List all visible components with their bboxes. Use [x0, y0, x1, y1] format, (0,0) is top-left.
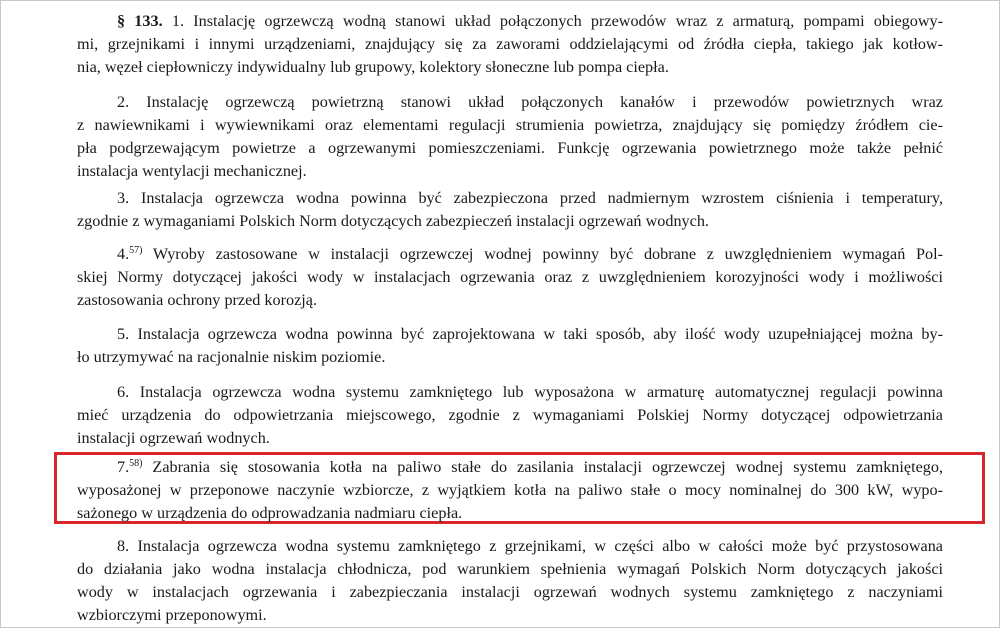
text-line: 7.$^{58)}$ Zabrania się stosowania kotła na paliwo stałe do zasilania instalacji ogrzewczej wodnej systemu zamkniętego, [117, 458, 943, 476]
footnote-ref[interactable]: 58) [129, 458, 143, 469]
section-marker: § 133. [117, 12, 163, 30]
text-line: ło utrzymywać na racjonalnie niskim poziomie. [77, 348, 386, 366]
text-line: wzbiorczymi przeponowymi. [77, 606, 267, 624]
paragraph-3 [77, 187, 943, 233]
text-line: § 133. 1. Instalację ogrzewczą wodną stanowi układ połączonych przewodów wraz z armaturą, pompami obiegowy- [117, 12, 944, 30]
paragraph-4 [77, 243, 943, 312]
text-line: pła podgrzewającym powietrze a ogrzewanymi pomieszczeniami. Funkcję ogrzewania powietrznego może także pełnić [77, 139, 943, 157]
footnote-ref[interactable]: 57) [129, 245, 143, 256]
paragraph-7 [77, 456, 943, 525]
text-line: 5. Instalacja ogrzewcza wodna powinna być zaprojektowana w taki sposób, aby ilość wody uzupełniającej można by- [117, 325, 943, 343]
text-line: 2. Instalację ogrzewczą powietrzną stanowi układ połączonych kanałów i przewodów powietrznych wraz [117, 93, 943, 111]
paragraph-number: 7. [117, 458, 130, 476]
text-line: instalacji ogrzewań wodnych. [77, 429, 270, 447]
text-line: zastosowania ochrony przed korozją. [77, 291, 318, 309]
paragraph-number: 4. [117, 245, 130, 263]
text-line: sażonego w urządzenia do odprowadzania nadmiaru ciepła. [77, 504, 463, 522]
paragraph-8 [77, 535, 943, 627]
text-line: do działania jako wodna instalacja chłodnicza, pod warunkiem spełnienia wymagań Polskich Norm dotyczących jakości [77, 560, 943, 578]
text-line: 8. Instalacja ogrzewcza wodna systemu zamkniętego z grzejnikami, w części albo w całości może być przystosowana [117, 537, 943, 555]
text-line: 4.$^{57)}$ Wyroby zastosowane w instalacji ogrzewczej wodnej powinny być dobrane z uwzględnieniem wymagań Pol- [117, 245, 943, 263]
text-line: instalacja wentylacji mechanicznej. [77, 162, 307, 180]
paragraph-6 [77, 381, 943, 450]
text-line: wyposażonej w przeponowe naczynie wzbiorcze, z wyjątkiem kotła na paliwo stałe o mocy nominalnej do 300 kW, wypo- [77, 481, 943, 499]
text-line: mi, grzejnikami i innymi urządzeniami, znajdujący się za zaworami oddzielającymi od źródła ciepła, takiego jak kotłow- [77, 35, 943, 53]
paragraph-2 [77, 91, 943, 183]
text-line: 6. Instalacja ogrzewcza wodna systemu zamkniętego lub wyposażona w armaturę automatycznej regulacji powinna [117, 383, 943, 401]
text-line: nia, węzeł ciepłowniczy indywidualny lub grupowy, kolektory słoneczne lub pompa ciepła. [77, 58, 669, 76]
text-line: mieć urządzenia do odpowietrzania miejscowego, zgodnie z wymaganiami Polskiej Normy dotyczącej odpowietrzania [77, 406, 943, 424]
text-line: zgodnie z wymaganiami Polskich Norm dotyczących zabezpieczeń instalacji ogrzewań wodnych. [77, 212, 709, 230]
text-line: z nawiewnikami i wywiewnikami oraz elementami regulacji strumienia powietrza, znajdujący się pomiędzy źródłem cie- [77, 116, 943, 134]
text-line: 3. Instalacja ogrzewcza wodna powinna być zabezpieczona przed nadmiernym wzrostem ciśnienia i temperatury, [117, 189, 943, 207]
paragraph-5 [77, 323, 943, 369]
text-line: wody w instalacjach ogrzewania i zabezpieczania instalacji ogrzewań wodnych systemu zamkniętego z naczyniami [77, 583, 943, 601]
text-line: skiej Normy dotyczącej jakości wody w instalacjach ogrzewania oraz z uwzględnieniem korozyjności wody i możliwości [77, 268, 943, 286]
paragraph-1 [77, 10, 943, 79]
